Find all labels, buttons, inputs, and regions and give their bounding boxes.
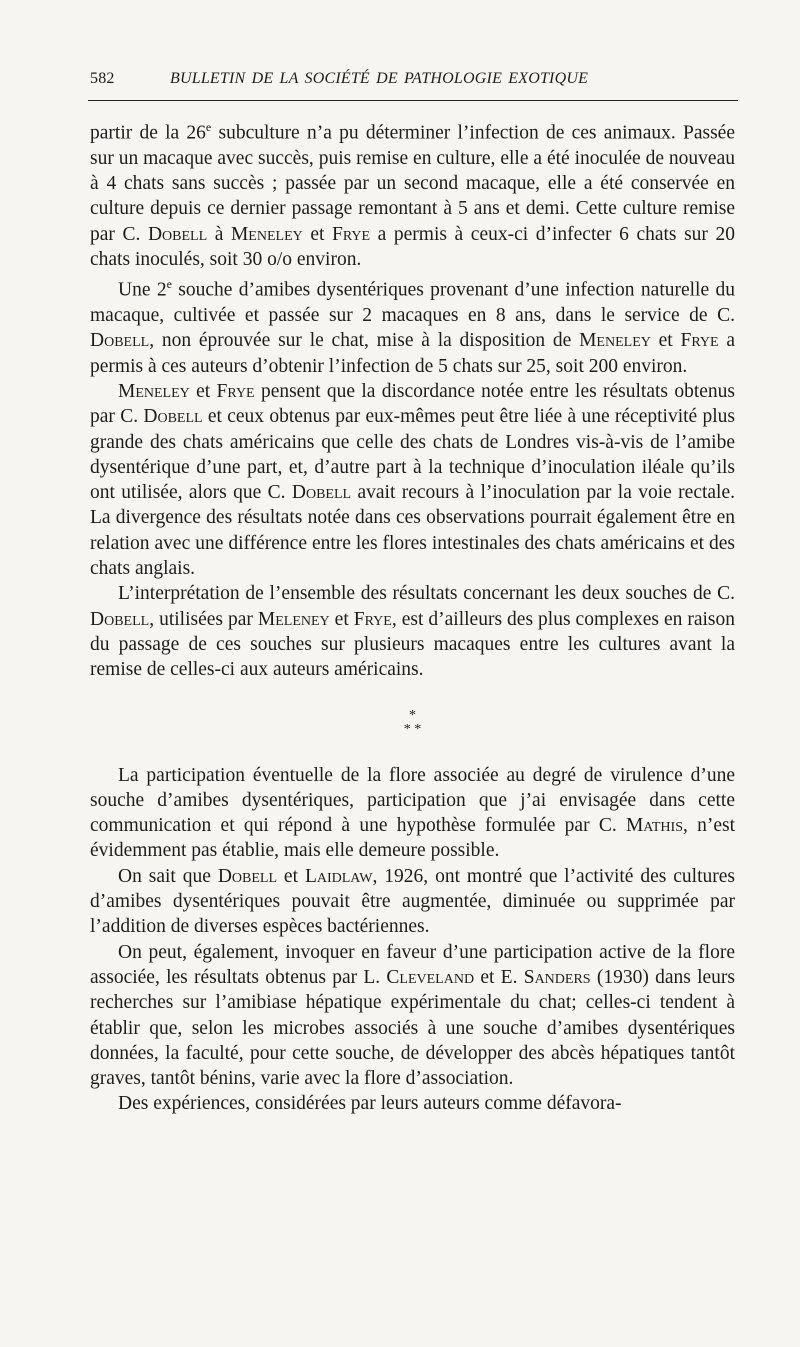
- author-name: Dobell: [90, 608, 150, 630]
- text-run: pensent que la discordance notée entre les résultats obtenus par C.: [90, 380, 736, 428]
- author-name: Frye: [680, 330, 719, 352]
- author-name: Meleney: [257, 608, 330, 630]
- text-run: L’interprétation de l’ensemble des résultats concernant les deux souches de C.: [118, 583, 735, 605]
- author-name: Sanders: [523, 966, 591, 988]
- text-run: , n’est évidemment pas établie, mais elle demeure possible.: [90, 815, 736, 862]
- author-name: Cleveland: [386, 966, 475, 988]
- text-run: Des expériences, considérées par leurs auteurs comme défavora-: [118, 1093, 622, 1115]
- author-name: Frye: [216, 380, 255, 402]
- text-run: a permis à ces auteurs d’obtenir l’infection de 5 chats sur 25, soit 200 environ.: [90, 330, 736, 377]
- author-name: Mathis: [625, 815, 683, 837]
- text-run: souche d’amibes dysentériques provenant d’une infection naturelle du macaque, cultivée et passée sur 2 macaques en 8 ans, dans le service de C.: [90, 279, 735, 327]
- author-name: Frye: [353, 608, 392, 630]
- text-run: et: [277, 865, 305, 887]
- author-name: Dobell: [147, 223, 208, 245]
- superscript: e: [205, 120, 212, 134]
- text-run: et ceux obtenus par eux-mêmes peut être liée à une réceptivité plus grande des chats américains que celle des chats de Londres vis-à-vis de l’amibe dysentérique d’une part, et, d’autre part à la technique d’inoculation iléale qu’ils ont utilisée, alors que C.: [90, 406, 735, 504]
- text-run: (1930) dans leurs recherches sur l’amibiase hépatique expérimentale du chat; celles-ci tendent à établir que, selon les microbes associés à une souche d’amibes dysentériques données, la faculté, pour cette souche, de développer des abcès hépatiques tantôt graves, tantôt bénins, varie avec la flore d’association.: [90, 966, 735, 1090]
- author-name: Meneley: [118, 380, 190, 402]
- author-name: Dobell: [291, 482, 352, 504]
- section-separator: [90, 709, 735, 737]
- paragraph: [90, 864, 735, 940]
- paragraph: [90, 272, 735, 379]
- author-name: Meneley: [579, 330, 651, 352]
- text-run: On sait que: [118, 865, 218, 887]
- author-name: Dobell: [90, 330, 150, 352]
- author-name: Dobell: [217, 865, 278, 887]
- text-run: , non éprouvée sur le chat, mise à la disposition de: [149, 330, 580, 352]
- text-run: , 1926, ont montré que l’activité des cultures d’amibes dysentériques pouvait être augmentée, diminuée ou supprimée par l’addition de diverses espèces bactériennes.: [90, 865, 736, 938]
- text-run: et: [302, 223, 332, 245]
- text-run: à: [207, 223, 231, 245]
- page-number: 582: [90, 70, 115, 87]
- separator-star-top: *: [409, 707, 416, 723]
- author-name: Meneley: [230, 223, 303, 245]
- text-run: , est d’ailleurs des plus complexes en raison du passage de ces souches sur plusieurs macaques entre les cultures avant la remise de celles-ci aux auteurs américains.: [90, 608, 736, 681]
- header-rule: [88, 100, 738, 101]
- paragraph: [90, 581, 735, 682]
- text-run: partir de la 26: [90, 122, 206, 144]
- text-run: et: [189, 380, 217, 402]
- paragraph: [90, 115, 735, 272]
- paragraph: [90, 379, 735, 581]
- superscript: e: [166, 277, 172, 292]
- text-run: La participation éventuelle de la flore associée au degré de virulence d’une souche d’amibes dysentériques, participation que j’ai envisagée dans cette communication et qui répond à une hypothèse formulée par C.: [90, 764, 735, 837]
- text-run: et: [650, 330, 681, 352]
- paragraph: [90, 763, 735, 864]
- running-title: BULLETIN DE LA SOCIÉTÉ DE PATHOLOGIE EXOTIQUE: [170, 70, 589, 87]
- text-run: Une 2: [118, 279, 167, 301]
- text-run: subculture n’a pu déterminer l’infection de ces animaux. Passée sur un macaque avec succès, puis remise en culture, elle a été inoculée de nouveau à 4 chats sans succès ; passée par un second macaque, elle a été conservée en culture depuis ce dernier passage remontant à 5 ans et demi. Cette culture remise par C.: [90, 122, 735, 245]
- author-name: Laidlaw: [304, 865, 373, 887]
- text-run: On peut, également, invoquer en faveur d’une participation active de la flore associée, les résultats obtenus par L.: [90, 941, 735, 988]
- text-run: et E.: [474, 966, 524, 988]
- text-run: et: [329, 608, 354, 630]
- paragraph: [90, 1091, 735, 1116]
- author-name: Dobell: [143, 406, 203, 428]
- separator-star-bottom: * *: [403, 721, 422, 737]
- text-run: , utilisées par: [149, 608, 258, 630]
- text-run: a permis à ceux-ci d’infecter 6 chats sur 20 chats inoculés, soit 30 o/o environ.: [90, 223, 736, 270]
- paragraph: [90, 940, 735, 1092]
- text-run: avait recours à l’inoculation par la voie rectale. La divergence des résultats notée dans ces observations pourrait également être en relation avec une différence entre les flores intestinales des chats américains et des chats anglais.: [90, 482, 735, 580]
- author-name: Frye: [332, 223, 371, 245]
- article-body: [90, 115, 735, 1117]
